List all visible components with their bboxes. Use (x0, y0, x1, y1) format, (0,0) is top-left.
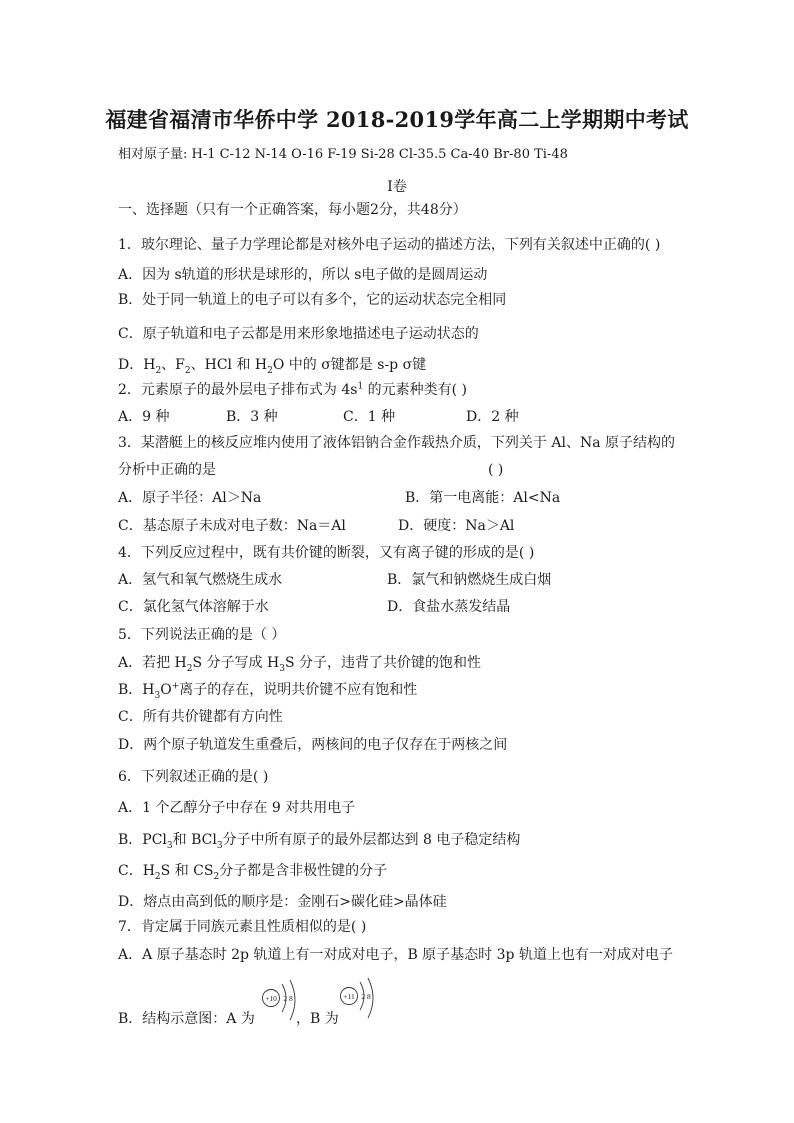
question-4-stem: 4．下列反应过程中，既有共价键的断裂，又有离子键的形成的是( ) (118, 545, 535, 561)
question-3-option-c: C．基态原子未成对电子数：Na＝Al (118, 518, 346, 534)
question-4-option-c: C．氯化氢气体溶解于水 (118, 599, 269, 615)
question-6-option-a: A．1 个乙醇分子中存在 9 对共用电子 (118, 800, 356, 816)
atom-a-shell-electrons: 2 8 (283, 994, 293, 1003)
question-6-option-b: B．PCl$_3$和 BCl$_3$分子中所有原子的最外层都达到 8 电子稳定结构 (118, 832, 521, 851)
volume-heading: I卷 (387, 179, 407, 195)
question-7-stem: 7．肯定属于同族元素且性质相似的是( ) (118, 919, 367, 935)
question-6-option-d: D．熔点由高到低的顺序是：金刚石>碳化硅>晶体硅 (118, 894, 447, 910)
question-1-option-b: B．处于同一轨道上的电子可以有多个，它的运动状态完全相同 (118, 292, 507, 308)
question-6-stem: 6．下列叙述正确的是( ) (118, 769, 269, 785)
question-3-option-b: B．第一电离能：Al<Na (405, 490, 561, 506)
question-7-option-a: A．A 原子基态时 2p 轨道上有一对成对电子，B 原子基态时 3p 轨道上也有一对成对电子 (118, 947, 673, 963)
question-2-stem: 2．元素原子的最外层电子排布式为 $4s^1$ 的元素种类有( ) (118, 381, 468, 398)
question-4-option-d: D．食盐水蒸发结晶 (387, 599, 511, 615)
atom-b-shell-electrons: 2 8 (361, 992, 371, 1001)
atom-structure-diagram-a (260, 978, 306, 1028)
question-2-option-d: D．2 种 (466, 409, 519, 425)
section-heading: 一、选择题（只有一个正确答案，每小题2分，共48分） (118, 202, 467, 218)
question-5-stem: 5．下列说法正确的是（ ） (118, 627, 286, 643)
question-1-option-c: C．原子轨道和电子云都是用来形象地描述电子运动状态的 (118, 326, 479, 342)
question-6-option-c: C．$H_2S$ 和 $CS_2$分子都是含非极性键的分子 (118, 863, 388, 882)
question-5-option-c: C．所有共价键都有方向性 (118, 709, 283, 725)
atom-b-nucleus-charge: +11 (343, 992, 355, 1001)
atom-structure-diagram-b (338, 976, 384, 1026)
question-1-option-a: A．因为 s轨道的形状是球形的，所以 s电子做的是圆周运动 (118, 267, 488, 283)
question-2-option-b: B．3 种 (226, 409, 278, 425)
question-1-stem: 1．玻尔理论、量子力学理论都是对核外电子运动的描述方法，下列有关叙述中正确的( ) (118, 237, 661, 253)
question-3-option-d: D．硬度：Na＞Al (398, 518, 515, 534)
atomic-mass-line: 相对原子量: H-1 C-12 N-14 O-16 F-19 Si-28 Cl-35.5 Ca-40 Br-80 Ti-48 (118, 147, 568, 162)
question-3-answer-paren: ( ) (488, 462, 504, 478)
question-7-option-b-label: B．结构示意图：A 为 (118, 1011, 255, 1027)
question-4-option-b: B．氯气和钠燃烧生成白烟 (387, 572, 552, 588)
question-3-option-a: A．原子半径：Al＞Na (118, 490, 262, 506)
question-1-option-d: D．$H_2$、$F_2$、HCl 和 $H_2O$ 中的 σ键都是 s-p σ键 (118, 357, 427, 376)
question-4-option-a: A．氢气和氧气燃烧生成水 (118, 572, 283, 588)
exam-title: 福建省福清市华侨中学 2018-2019学年高二上学期期中考试 (105, 107, 689, 132)
question-3-stem-line-2: 分析中正确的是 (118, 462, 216, 478)
question-7-option-b-separator: ，B 为 (296, 1011, 339, 1027)
question-2-option-a: A．9 种 (118, 409, 170, 425)
question-5-option-a: A．若把 $H_2S$ 分子写成 $H_3S$ 分子，违背了共价键的饱和性 (118, 655, 481, 674)
atom-a-nucleus-charge: +10 (265, 994, 277, 1003)
question-5-option-d: D．两个原子轨道发生重叠后，两核间的电子仅存在于两核之间 (118, 737, 508, 753)
question-2-option-c: C．1 种 (343, 409, 396, 425)
question-5-option-b: B．$H_3O^+$离子的存在，说明共价键不应有饱和性 (118, 681, 418, 701)
question-3-stem-line-1: 3．某潜艇上的核反应堆内使用了液体铝钠合金作载热介质，下列关于 Al、Na 原子结构的 (118, 435, 675, 451)
